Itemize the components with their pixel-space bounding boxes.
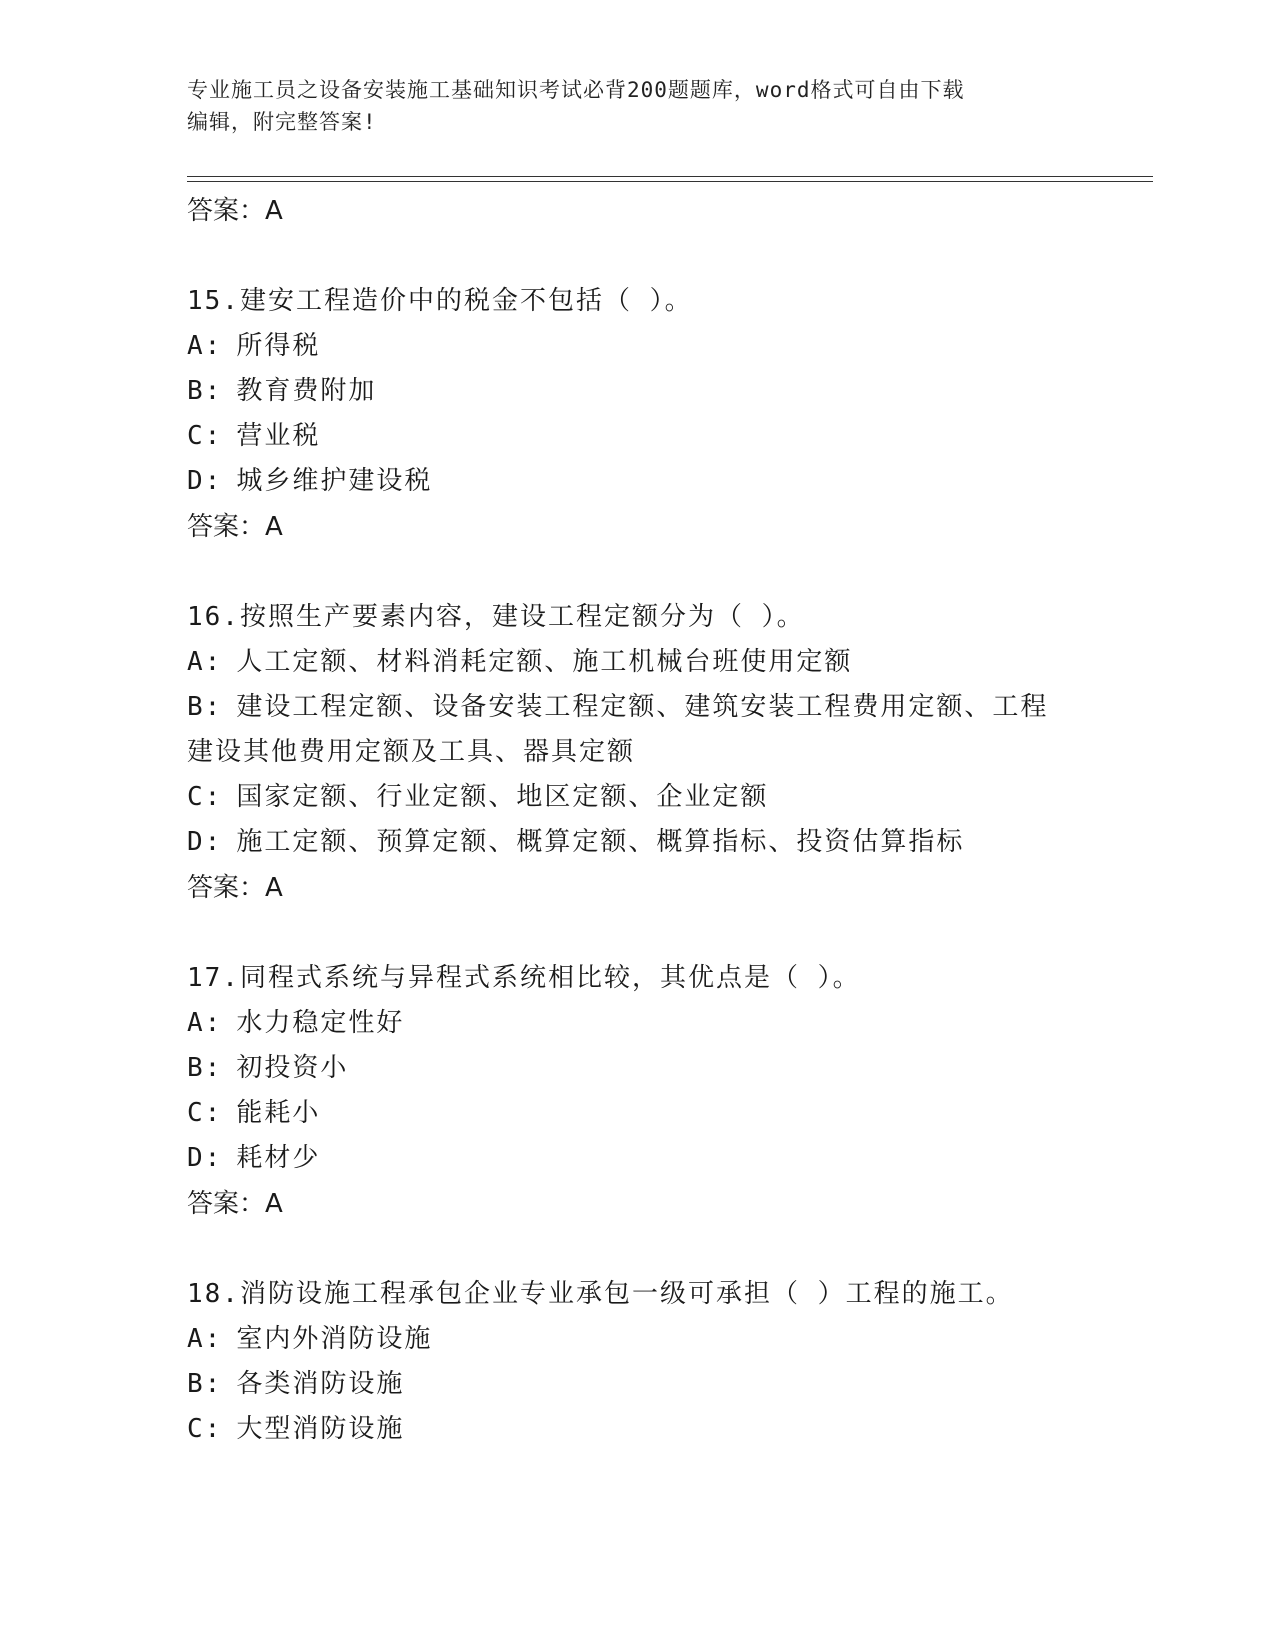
option-letter: B: [187, 1053, 223, 1083]
option-letter: C: [187, 782, 223, 812]
option-text: 建设工程定额、设备安装工程定额、建筑安装工程费用定额、工程 [236, 692, 1049, 722]
option-letter: C: [187, 1098, 223, 1128]
answer-line: 答案：A [187, 512, 283, 542]
option-text: 各类消防设施 [236, 1369, 405, 1399]
question-text: 15.建安工程造价中的税金不包括（ ）。 [187, 286, 693, 316]
option-letter: A: [187, 1008, 223, 1038]
option-a [187, 324, 1087, 369]
option-letter: C: [187, 421, 223, 451]
option-c [187, 775, 1087, 820]
option-b [187, 685, 1087, 730]
option-letter: D: [187, 827, 223, 857]
option-text: 水力稳定性好 [236, 1008, 405, 1038]
header-divider-top [187, 176, 1153, 177]
option-a [187, 640, 1087, 685]
question-block [187, 594, 1087, 911]
option-letter: A: [187, 647, 223, 677]
option-letter: C: [187, 1414, 223, 1444]
option-text: 营业税 [236, 421, 321, 451]
option-b [187, 1362, 1087, 1407]
option-c [187, 1091, 1087, 1136]
option-text: 国家定额、行业定额、地区定额、企业定额 [236, 782, 769, 812]
option-text: 能耗小 [236, 1098, 321, 1128]
document-header [187, 74, 1067, 138]
option-a [187, 1001, 1087, 1046]
option-b [187, 369, 1087, 414]
option-d [187, 1136, 1087, 1181]
option-text: 所得税 [236, 331, 321, 361]
option-letter: D: [187, 1143, 223, 1173]
option-text: 大型消防设施 [236, 1414, 405, 1444]
option-letter: A: [187, 331, 223, 361]
option-b [187, 1046, 1087, 1091]
answer-line: 答案：A [187, 196, 283, 226]
option-d [187, 820, 1087, 865]
option-letter: A: [187, 1324, 223, 1354]
option-text: 耗材少 [236, 1143, 321, 1173]
option-text: 人工定额、材料消耗定额、施工机械台班使用定额 [236, 647, 853, 677]
option-text: 施工定额、预算定额、概算定额、概算指标、投资估算指标 [236, 827, 965, 857]
question-text: 16.按照生产要素内容，建设工程定额分为（ ）。 [187, 602, 805, 632]
answer-line: 答案：A [187, 1189, 283, 1219]
option-text: 城乡维护建设税 [236, 466, 433, 496]
question-text: 18.消防设施工程承包企业专业承包一级可承担（ ）工程的施工。 [187, 1279, 1014, 1309]
option-letter: B: [187, 1369, 223, 1399]
question-block [187, 955, 1087, 1227]
option-c [187, 1407, 1087, 1452]
option-d [187, 459, 1087, 504]
option-letter: B: [187, 376, 223, 406]
option-text: 室内外消防设施 [236, 1324, 433, 1354]
option-text: 初投资小 [236, 1053, 349, 1083]
question-text: 17.同程式系统与异程式系统相比较，其优点是（ ）。 [187, 963, 861, 993]
header-line-2: 编辑，附完整答案! [187, 110, 377, 134]
option-b-continuation: 建设其他费用定额及工具、器具定额 [187, 737, 636, 767]
question-block [187, 278, 1087, 550]
option-text: 教育费附加 [236, 376, 377, 406]
option-c [187, 414, 1087, 459]
option-a [187, 1317, 1087, 1362]
header-divider-bottom [187, 181, 1153, 182]
answer-line: 答案：A [187, 873, 283, 903]
option-letter: D: [187, 466, 223, 496]
header-line-1: 专业施工员之设备安装施工基础知识考试必背200题题库，word格式可自由下载 [187, 78, 965, 102]
option-letter: B: [187, 692, 223, 722]
question-block [187, 1271, 1087, 1452]
question-list [187, 188, 1087, 1452]
